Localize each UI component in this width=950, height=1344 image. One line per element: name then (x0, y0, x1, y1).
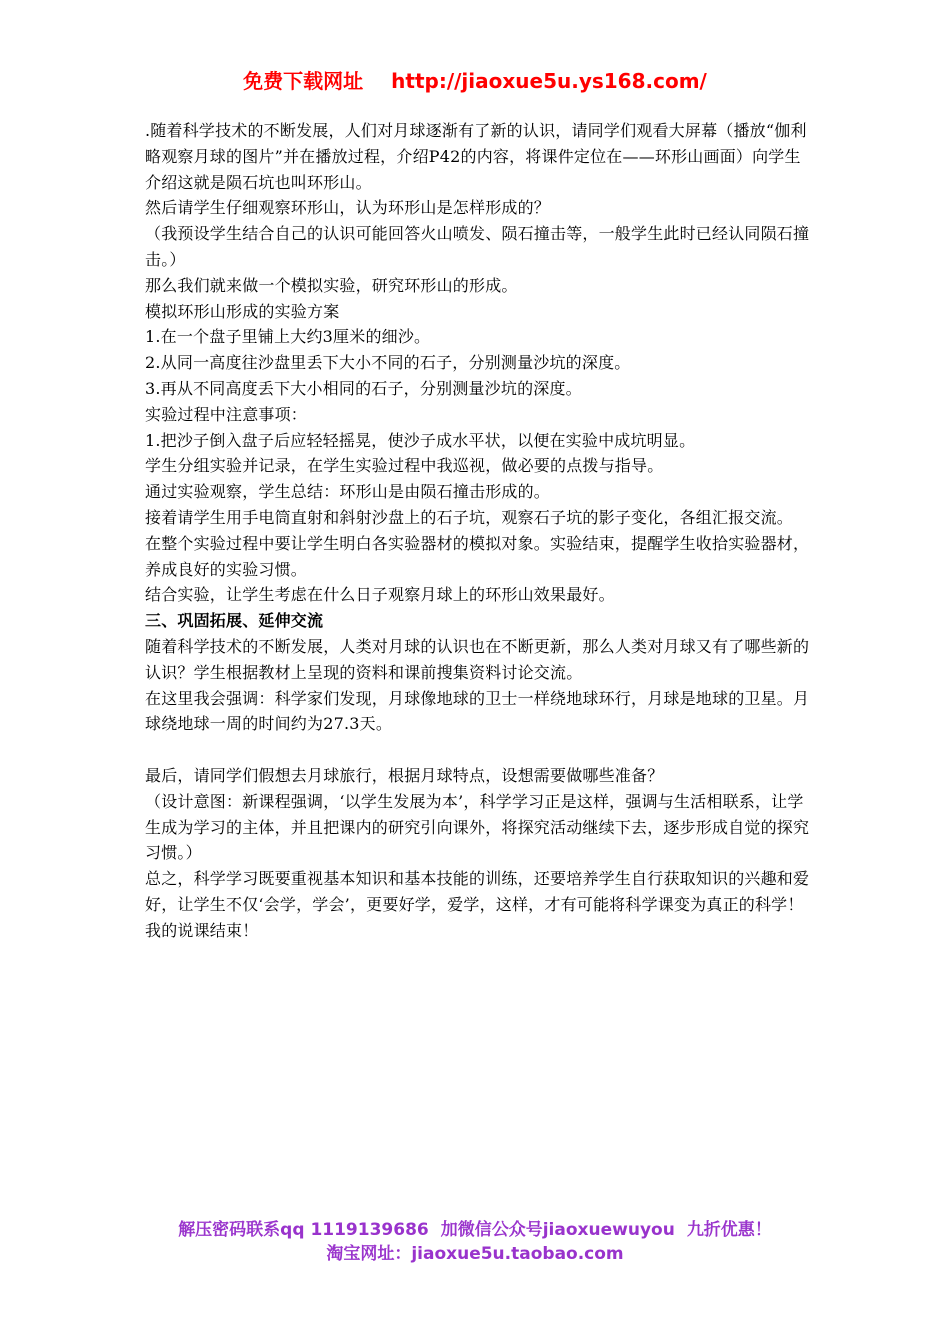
body-paragraph: 然后请学生仔细观察环形山，认为环形山是怎样形成的？ (145, 198, 551, 218)
footer-password-contact: 解压密码联系qq 1119139686 (178, 1220, 429, 1240)
body-paragraph: 学生分组实验并记录，在学生实验过程中我巡视，做必要的点拨与指导。 (145, 456, 664, 476)
body-paragraph: 实验过程中注意事项： (145, 404, 308, 424)
body-paragraph: 那么我们就来做一个模拟实验，研究环形山的形成。 (145, 275, 518, 295)
blank-line (145, 737, 813, 763)
footer-wechat-account: 加微信公众号jiaoxuewuyou (440, 1220, 675, 1240)
body-paragraph: 在这里我会强调：科学家们发现，月球像地球的卫士一样绕地球环行，月球是地球的卫星。月球绕地球一周的时间约为27.3天。 (145, 688, 810, 734)
body-paragraph: 通过实验观察，学生总结：环形山是由陨石撞击形成的。 (145, 482, 551, 502)
footer-discount: 九折优惠！ (686, 1220, 772, 1240)
page-footer (0, 1218, 950, 1266)
body-paragraph: 随着科学技术的不断发展，人类对月球的认识也在不断更新，那么人类对月球又有了哪些新的认识？学生根据教材上呈现的资料和课前搜集资料讨论交流。 (145, 636, 810, 682)
body-paragraph: 结合实验，让学生考虑在什么日子观察月球上的环形山效果最好。 (145, 585, 615, 605)
body-paragraph: 1.在一个盘子里铺上大约3厘米的细沙。 (145, 327, 431, 347)
header-url-link[interactable]: http://jiaoxue5u.ys168.com/ (391, 69, 707, 93)
page-header (0, 66, 950, 96)
body-paragraph: （设计意图：新课程强调，‘以学生发展为本’，科学学习正是这样，强调与生活相联系，让学生成为学习的主体，并且把课内的研究引向课外，将探究活动继续下去，逐步形成自觉的探究习惯。） (145, 791, 810, 863)
body-paragraph: 总之，科学学习既要重视基本知识和基本技能的训练，还要培养学生自行获取知识的兴趣和爱好，让学生不仅‘会学，学会’，更要好学，爱学，这样，才有可能将科学课变为真正的科学！ (145, 869, 810, 914)
document-body (145, 118, 813, 944)
body-paragraph: 在整个实验过程中要让学生明白各实验器材的模拟对象。实验结束，提醒学生收拾实验器材，养成良好的实验习惯。 (145, 533, 810, 579)
footer-line-1 (0, 1218, 950, 1242)
body-paragraph: 我的说课结束！ (145, 920, 259, 940)
header-label: 免费下载网址 (243, 69, 364, 93)
body-paragraph: 3.再从不同高度丢下大小相同的石子，分别测量沙坑的深度。 (145, 378, 582, 398)
section-heading: 三、巩固拓展、延伸交流 (145, 611, 324, 631)
body-paragraph: 2.从同一高度往沙盘里丢下大小不同的石子，分别测量沙坑的深度。 (145, 353, 631, 373)
body-paragraph: .随着科学技术的不断发展，人们对月球逐渐有了新的认识，请同学们观看大屏幕（播放“伽利略观察月球的图片”并在播放过程，介绍P42的内容，将课件定位在——环形山画面）向学生介绍这就是陨石坑也叫环形山。 (145, 121, 807, 192)
body-paragraph: 最后，请同学们假想去月球旅行，根据月球特点，设想需要做哪些准备？ (145, 765, 664, 785)
body-paragraph: 接着请学生用手电筒直射和斜射沙盘上的石子坑，观察石子坑的影子变化，各组汇报交流。 (145, 507, 794, 527)
footer-taobao-link[interactable]: 淘宝网址：jiaoxue5u.taobao.com (326, 1244, 624, 1264)
body-paragraph: 模拟环形山形成的实验方案 (145, 301, 340, 321)
body-paragraph: （我预设学生结合自己的认识可能回答火山喷发、陨石撞击等，一般学生此时已经认同陨石撞击。） (145, 224, 810, 269)
body-paragraph: 1.把沙子倒入盘子后应轻轻摇晃，使沙子成水平状，以便在实验中成坑明显。 (145, 430, 696, 450)
